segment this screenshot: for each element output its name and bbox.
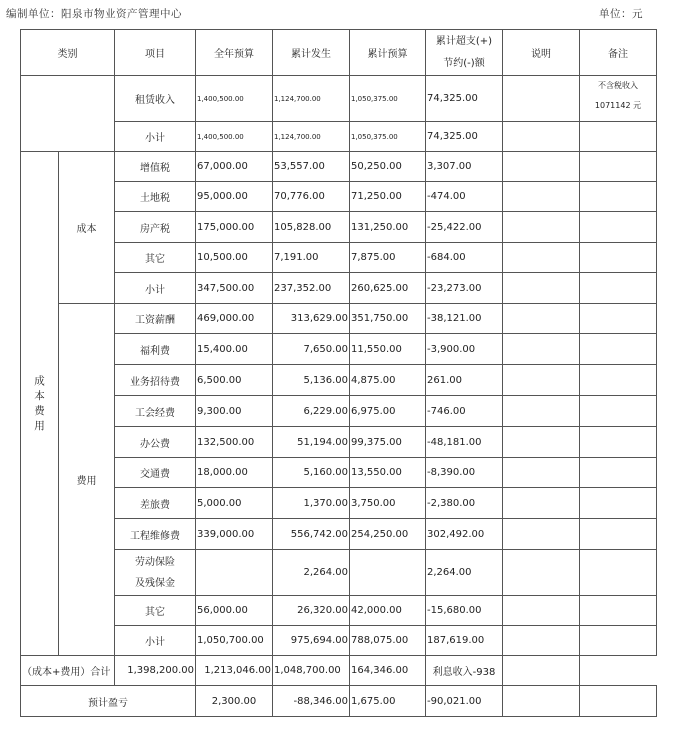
col-cumulative-actual: 累计发生 [273, 30, 350, 76]
table-row [21, 427, 657, 458]
remark-cell [580, 458, 657, 488]
profit-label: 预计盈亏 [21, 686, 196, 717]
budget-cell: 1,050,375.00 [350, 122, 426, 152]
explanation-cell [503, 626, 580, 656]
col-item: 项目 [115, 30, 196, 76]
remark-cell [580, 152, 657, 182]
table-row [21, 243, 657, 273]
remark-cell [580, 122, 657, 152]
remark-cell [580, 365, 657, 396]
item-cell: 交通费 [115, 458, 196, 488]
item-cell: 土地税 [115, 182, 196, 212]
actual-cell: 975,694.00 [273, 626, 350, 656]
item-cell: 增值税 [115, 152, 196, 182]
annual-cell: 175,000.00 [196, 212, 273, 243]
table-row [21, 334, 657, 365]
budget-cell: 1,675.00 [350, 686, 426, 717]
item-cell: 其它 [115, 596, 196, 626]
budget-cell: 11,550.00 [350, 334, 426, 365]
annual-cell: 2,300.00 [196, 686, 273, 717]
remark-cell [580, 550, 657, 596]
table-row [21, 152, 657, 182]
table-row [21, 122, 657, 152]
item-cell [115, 550, 196, 596]
explanation-cell [503, 273, 580, 304]
annual-cell: 1,400,500.00 [196, 76, 273, 122]
budget-cell [350, 550, 426, 596]
budget-table [20, 29, 657, 717]
variance-cell: -25,422.00 [426, 212, 503, 243]
variance-cell: 74,325.00 [426, 122, 503, 152]
header-row [21, 30, 657, 76]
variance-cell: -90,021.00 [426, 686, 503, 717]
table-row [21, 304, 657, 334]
explanation-cell [503, 304, 580, 334]
variance-cell: 302,492.00 [426, 519, 503, 550]
explanation-cell [503, 550, 580, 596]
explanation-cell [503, 122, 580, 152]
variance-cell: -746.00 [426, 396, 503, 427]
item-line2: 及残保金 [135, 577, 175, 589]
variance-cell: -38,121.00 [426, 304, 503, 334]
table-row [21, 365, 657, 396]
budget-cell: 260,625.00 [350, 273, 426, 304]
explanation-cell [503, 182, 580, 212]
annual-cell: 132,500.00 [196, 427, 273, 458]
table-row [21, 626, 657, 656]
table-row [21, 488, 657, 519]
annual-cell: 1,398,200.00 [115, 656, 196, 686]
remark-cell [580, 76, 657, 122]
explanation-cell [503, 152, 580, 182]
explanation-cell [503, 427, 580, 458]
explanation-cell [503, 212, 580, 243]
col-cumulative-budget: 累计预算 [350, 30, 426, 76]
budget-cell: 788,075.00 [350, 626, 426, 656]
actual-cell: 1,124,700.00 [273, 122, 350, 152]
variance-cell: -23,273.00 [426, 273, 503, 304]
actual-cell: 2,264.00 [273, 550, 350, 596]
actual-cell: 7,191.00 [273, 243, 350, 273]
actual-cell: -88,346.00 [273, 686, 350, 717]
total-label: （成本+费用）合计 [21, 656, 115, 686]
col-variance-line2: 节约(-)额 [443, 57, 485, 69]
budget-cell: 3,750.00 [350, 488, 426, 519]
remark-cell [580, 182, 657, 212]
annual-cell: 5,000.00 [196, 488, 273, 519]
budget-cell: 4,875.00 [350, 365, 426, 396]
col-remarks: 备注 [580, 30, 657, 76]
actual-cell: 5,136.00 [273, 365, 350, 396]
actual-cell: 1,370.00 [273, 488, 350, 519]
budget-cell: 131,250.00 [350, 212, 426, 243]
remark-cell [580, 273, 657, 304]
variance-cell: -2,380.00 [426, 488, 503, 519]
explanation-cell [503, 458, 580, 488]
budget-cell: 42,000.00 [350, 596, 426, 626]
item-cell: 业务招待费 [115, 365, 196, 396]
annual-cell: 6,500.00 [196, 365, 273, 396]
total-row [21, 656, 657, 686]
explanation-cell [503, 596, 580, 626]
actual-cell: 53,557.00 [273, 152, 350, 182]
annual-cell: 1,050,700.00 [196, 626, 273, 656]
remark-cell [503, 656, 580, 686]
budget-cell: 1,050,375.00 [350, 76, 426, 122]
profit-row [21, 686, 657, 717]
explanation-cell [503, 243, 580, 273]
remark-cell [580, 334, 657, 365]
table-row [21, 273, 657, 304]
table-row [21, 182, 657, 212]
item-cell: 其它 [115, 243, 196, 273]
col-annual-budget: 全年预算 [196, 30, 273, 76]
col-explanation: 说明 [503, 30, 580, 76]
remark-cell [580, 596, 657, 626]
table-row [21, 458, 657, 488]
actual-cell: 313,629.00 [273, 304, 350, 334]
variance-cell: 2,264.00 [426, 550, 503, 596]
variance-cell: -8,390.00 [426, 458, 503, 488]
variance-cell: -474.00 [426, 182, 503, 212]
item-cell: 租赁收入 [115, 76, 196, 122]
variance-cell: 74,325.00 [426, 76, 503, 122]
actual-cell: 1,124,700.00 [273, 76, 350, 122]
annual-cell: 10,500.00 [196, 243, 273, 273]
explanation-cell [503, 686, 580, 717]
explanation-cell [503, 334, 580, 365]
table-row [21, 596, 657, 626]
annual-cell: 95,000.00 [196, 182, 273, 212]
table-row [21, 396, 657, 427]
actual-cell: 5,160.00 [273, 458, 350, 488]
remark-cell [580, 626, 657, 656]
variance-cell: -15,680.00 [426, 596, 503, 626]
annual-cell: 67,000.00 [196, 152, 273, 182]
item-cell: 房产税 [115, 212, 196, 243]
explanation-cell [503, 76, 580, 122]
currency-unit: 单位：元 [599, 8, 643, 20]
item-cell: 办公费 [115, 427, 196, 458]
item-cell: 工程维修费 [115, 519, 196, 550]
annual-cell: 347,500.00 [196, 273, 273, 304]
remark-cell [580, 686, 657, 717]
table-row [21, 212, 657, 243]
explanation-cell [503, 519, 580, 550]
table-row [21, 76, 657, 122]
budget-cell: 351,750.00 [350, 304, 426, 334]
actual-cell: 105,828.00 [273, 212, 350, 243]
item-cell: 小计 [115, 122, 196, 152]
col-variance [426, 30, 503, 76]
budget-cell: 254,250.00 [350, 519, 426, 550]
item-cell: 工资薪酬 [115, 304, 196, 334]
remark-cell [580, 488, 657, 519]
actual-cell: 556,742.00 [273, 519, 350, 550]
budget-cell: 13,550.00 [350, 458, 426, 488]
remark-line2: 1071142 元 [594, 101, 642, 110]
actual-cell: 26,320.00 [273, 596, 350, 626]
explanation-cell [503, 396, 580, 427]
annual-cell [196, 550, 273, 596]
item-cell: 福利费 [115, 334, 196, 365]
annual-cell: 9,300.00 [196, 396, 273, 427]
budget-cell: 1,048,700.00 [273, 656, 350, 686]
table-row [21, 550, 657, 596]
compiling-unit: 编制单位：阳泉市物业资产管理中心 [6, 8, 182, 20]
variance-cell: -48,181.00 [426, 427, 503, 458]
annual-cell: 18,000.00 [196, 458, 273, 488]
actual-cell: 7,650.00 [273, 334, 350, 365]
item-cell: 差旅费 [115, 488, 196, 519]
cost-expense-label: 成本费用 [21, 152, 59, 656]
explanation-cell [503, 365, 580, 396]
table-row [21, 519, 657, 550]
cost-label: 成本 [59, 152, 115, 304]
variance-cell: 164,346.00 [350, 656, 426, 686]
budget-cell: 50,250.00 [350, 152, 426, 182]
item-cell: 工会经费 [115, 396, 196, 427]
annual-cell: 56,000.00 [196, 596, 273, 626]
variance-cell: -684.00 [426, 243, 503, 273]
annual-cell: 469,000.00 [196, 304, 273, 334]
actual-cell: 70,776.00 [273, 182, 350, 212]
variance-cell: 3,307.00 [426, 152, 503, 182]
income-category-cell [21, 76, 115, 152]
item-cell: 小计 [115, 273, 196, 304]
budget-cell: 7,875.00 [350, 243, 426, 273]
variance-cell: 261.00 [426, 365, 503, 396]
budget-cell: 71,250.00 [350, 182, 426, 212]
item-line1: 劳动保险 [135, 556, 175, 568]
budget-cell: 99,375.00 [350, 427, 426, 458]
expense-label: 费用 [59, 304, 115, 656]
col-category: 类别 [21, 30, 115, 76]
variance-cell: 187,619.00 [426, 626, 503, 656]
budget-cell: 6,975.00 [350, 396, 426, 427]
remark-line1: 不含税收入 [598, 81, 638, 90]
remark-cell [580, 212, 657, 243]
annual-cell: 1,400,500.00 [196, 122, 273, 152]
remark-cell [580, 396, 657, 427]
remark-cell [580, 243, 657, 273]
actual-cell: 6,229.00 [273, 396, 350, 427]
item-cell: 小计 [115, 626, 196, 656]
actual-cell: 237,352.00 [273, 273, 350, 304]
annual-cell: 339,000.00 [196, 519, 273, 550]
actual-cell: 1,213,046.00 [196, 656, 273, 686]
remark-cell [580, 519, 657, 550]
variance-cell: -3,900.00 [426, 334, 503, 365]
actual-cell: 51,194.00 [273, 427, 350, 458]
col-variance-line1: 累计超支(+) [435, 35, 493, 47]
annual-cell: 15,400.00 [196, 334, 273, 365]
explanation-cell [503, 488, 580, 519]
remark-cell [580, 427, 657, 458]
remark-cell [580, 304, 657, 334]
explanation-cell: 利息收入-938 [426, 656, 503, 686]
